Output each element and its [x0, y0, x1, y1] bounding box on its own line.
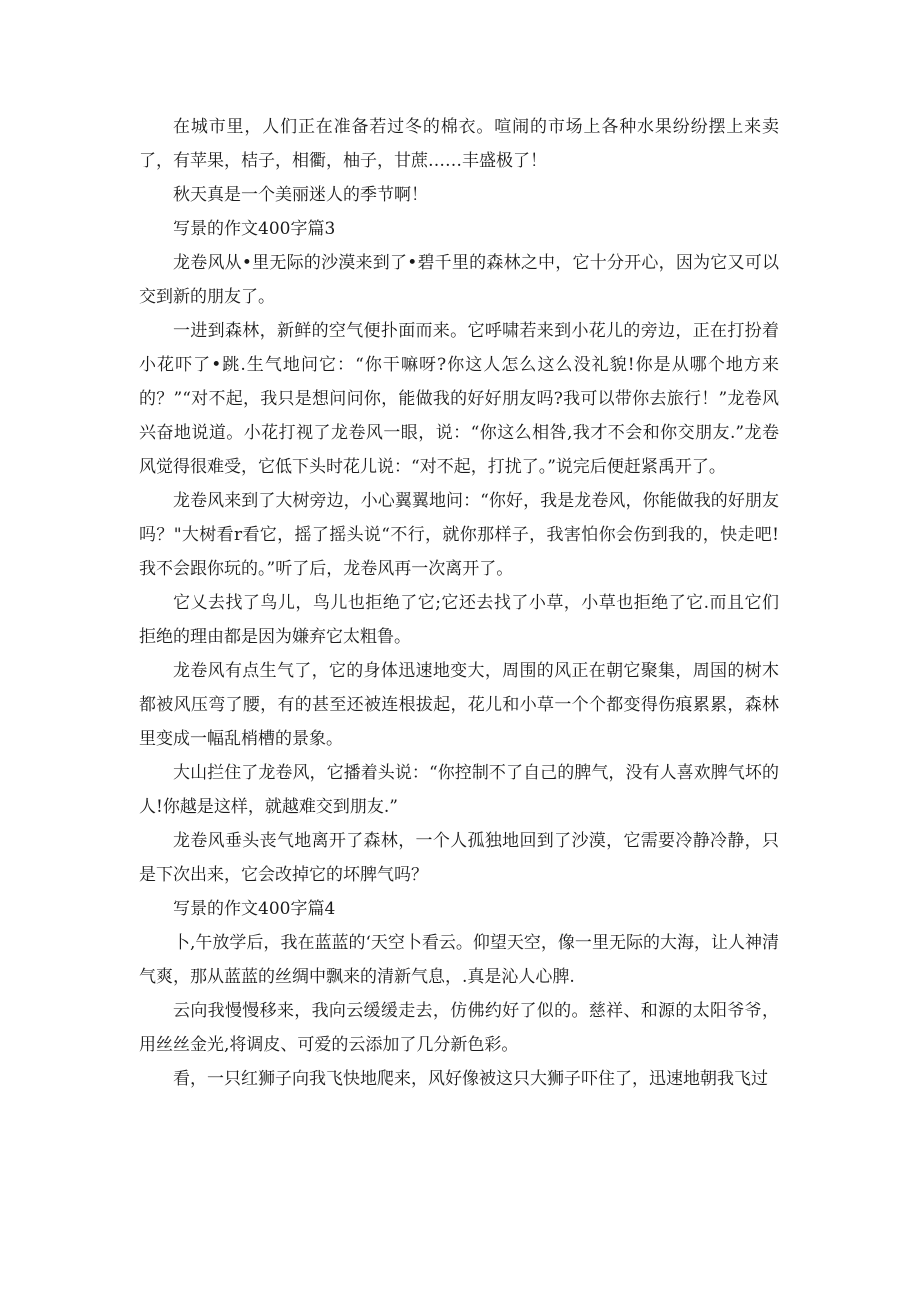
paragraph-tornado-angry: 龙卷风有点生气了，它的身体迅速地变大，周围的风正在朝它聚集，周国的树木都被风压弯了腰，有的甚至还被连根拔起，花儿和小草一个个都变得伤痕累累，森林里变成一幅乱梢槽的景象。: [139, 661, 779, 749]
paragraph-tornado-flower: 一进到森林，新鲜的空气便扑面而来。它呼啸若来到小花儿的旁边，正在打扮着小花吓了•跳.生气地问它：“你干嘛呀?你这人怎么这么没礼貌!你是从哪个地方来的？”“对不起，我只是想问问你，能做我的好好朋友吗?我可以带你去旅行！”龙卷风兴奋地说道。小花打视了龙卷风一眼，说：“你这么相咎,我才不会和你交朋友.”龙卷风觉得很难受，它低下头时花儿说：“对不起，打扰了。”说完后便赶紧禹开了。: [139, 321, 779, 477]
paragraph-clouds-move: 云向我慢慢移来，我向云缓缓走去，仿佛约好了似的。慈祥、和源的太阳爷爷，用丝丝金光,将调皮、可爱的云添加了几分新色彩。: [139, 1001, 779, 1055]
paragraph-watching-clouds: 卜,午放学后，我在蓝蓝的‘天空卜看云。仰望天空，像一里无际的大海，让人神清气爽，那从蓝蓝的丝绸中飘来的清新气息，.真是沁人心脾.: [139, 933, 779, 987]
paragraph-city-autumn: 在城市里，人们正在准备若过冬的棉衣。喧闹的市场上各种水果纷纷摆上来卖了，有苹果，桔子，相衢，柚子，甘蔗……丰盛极了！: [139, 117, 779, 171]
paragraph-tornado-bird-grass: 它乂去找了鸟儿，鸟儿也拒绝了它;它还去找了小草，小草也拒绝了它.而且它们拒绝的理由都是因为嫌弃它太粗鲁。: [139, 593, 779, 647]
paragraph-autumn-season: 秋天真是一个美丽迷人的季节啊！: [173, 185, 428, 205]
paragraph-tornado-arrives: 龙卷风从•里无际的沙漠来到了•碧千里的森林之中，它十分开心，因为它又可以交到新的朋友了。: [139, 253, 779, 307]
paragraph-mountain: 大山拦住了龙卷风，它播着头说：“你控制不了自己的脾气，没有人喜欢脾气坏的人!你越是这样，就越难交到朋友.”: [139, 763, 779, 817]
section-heading-4: 写景的作文400字篇4: [173, 899, 336, 919]
paragraph-tornado-leaves: 龙卷风垂头丧气地离开了森林，一个人孤独地回到了沙漠，它需要冷静冷静，只是下次出来，它会改掉它的坏脾气吗？: [139, 831, 779, 885]
paragraph-tornado-tree: 龙卷风来到了大树旁边，小心翼翼地问：“你好，我是龙卷风，你能做我的好朋友吗？"大树看r看它，摇了摇头说“不行，就你那样子，我害怕你会伤到我的，快走吧!我不会跟你玩的。”听了后，龙卷风再一次离开了。: [139, 491, 779, 579]
section-heading-3: 写景的作文400字篇3: [173, 219, 336, 239]
document-body: [139, 110, 779, 1096]
paragraph-red-lion: 看，一只红狮子向我飞快地爬来，风好像被这只大狮子吓住了，迅速地朝我飞过: [173, 1069, 768, 1089]
